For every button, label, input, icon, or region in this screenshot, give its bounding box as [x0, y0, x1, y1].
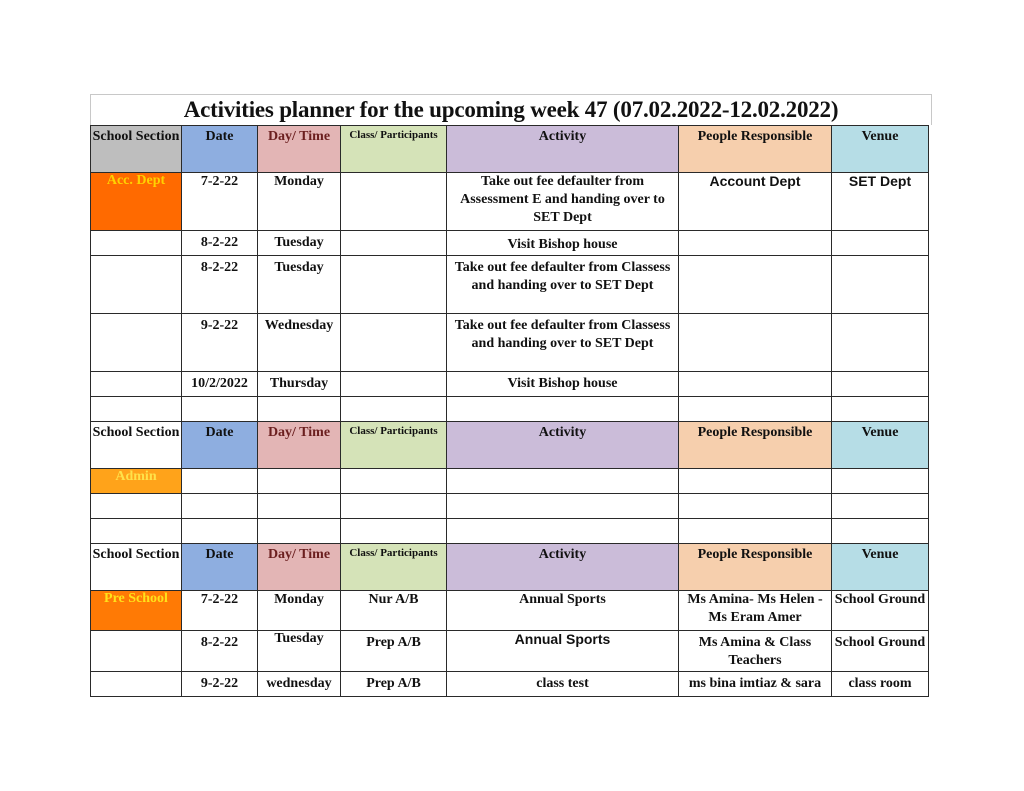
cell-date: 8-2-22	[182, 231, 258, 256]
cell-day: Monday	[258, 591, 341, 631]
header-venue: Venue	[832, 422, 929, 469]
cell-day: Monday	[258, 173, 341, 231]
header-row	[91, 126, 929, 173]
header-activity: Activity	[447, 422, 679, 469]
header-row	[91, 544, 929, 591]
cell-venue	[832, 372, 929, 397]
cell-section	[91, 314, 182, 372]
cell-date: 8-2-22	[182, 256, 258, 314]
cell-people: Account Dept	[679, 173, 832, 231]
cell-class: Prep A/B	[341, 672, 447, 697]
cell-people: ms bina imtiaz & sara	[679, 672, 832, 697]
section-label-pre-school: Pre School	[91, 591, 182, 631]
header-people-responsible: People Responsible	[679, 422, 832, 469]
header-class-participants: Class/ Participants	[341, 544, 447, 591]
header-day-time: Day/ Time	[258, 126, 341, 173]
cell-class	[341, 256, 447, 314]
cell-class: Prep A/B	[341, 631, 447, 672]
cell-venue: class room	[832, 672, 929, 697]
cell-class	[341, 231, 447, 256]
cell-section	[91, 672, 182, 697]
cell-venue	[832, 314, 929, 372]
cell-date: 7-2-22	[182, 591, 258, 631]
header-school-section: School Section	[91, 126, 182, 173]
header-class-participants: Class/ Participants	[341, 422, 447, 469]
cell-date: 8-2-22	[182, 631, 258, 672]
cell-activity: Visit Bishop house	[447, 231, 679, 256]
cell-section	[91, 372, 182, 397]
empty-row	[91, 494, 929, 519]
section-label-admin: Admin	[91, 469, 182, 494]
cell-activity: Visit Bishop house	[447, 372, 679, 397]
table-row	[91, 372, 929, 397]
cell-day: Tuesday	[258, 231, 341, 256]
header-date: Date	[182, 422, 258, 469]
header-date: Date	[182, 544, 258, 591]
table-row	[91, 469, 929, 494]
cell-day: Tuesday	[258, 631, 341, 672]
cell-activity: Take out fee defaulter from Assessment E and handing over to SET Dept	[447, 173, 679, 231]
cell-activity: class test	[447, 672, 679, 697]
cell-venue	[832, 256, 929, 314]
page-title: Activities planner for the upcoming week 47 (07.02.2022-12.02.2022)	[90, 94, 932, 125]
table-row	[91, 314, 929, 372]
cell-venue: School Ground	[832, 591, 929, 631]
cell-people	[679, 372, 832, 397]
header-activity: Activity	[447, 544, 679, 591]
empty-row	[91, 397, 929, 422]
cell-date: 7-2-22	[182, 173, 258, 231]
cell-class	[341, 173, 447, 231]
header-venue: Venue	[832, 126, 929, 173]
header-school-section: School Section	[91, 544, 182, 591]
cell-section	[91, 231, 182, 256]
cell-date: 9-2-22	[182, 314, 258, 372]
header-class-participants: Class/ Participants	[341, 126, 447, 173]
cell-section	[91, 256, 182, 314]
table-row	[91, 591, 929, 631]
header-activity: Activity	[447, 126, 679, 173]
cell-class: Nur A/B	[341, 591, 447, 631]
table-row	[91, 231, 929, 256]
cell-day: wednesday	[258, 672, 341, 697]
cell-day: Wednesday	[258, 314, 341, 372]
cell-activity: Take out fee defaulter from Classess and handing over to SET Dept	[447, 314, 679, 372]
cell-activity: Annual Sports	[447, 631, 679, 672]
header-people-responsible: People Responsible	[679, 544, 832, 591]
cell-day: Tuesday	[258, 256, 341, 314]
cell-venue: School Ground	[832, 631, 929, 672]
header-date: Date	[182, 126, 258, 173]
header-venue: Venue	[832, 544, 929, 591]
header-day-time: Day/ Time	[258, 422, 341, 469]
header-school-section: School Section	[91, 422, 182, 469]
table-row	[91, 173, 929, 231]
section-label-acc: Acc. Dept	[91, 173, 182, 231]
cell-date: 10/2/2022	[182, 372, 258, 397]
table-row	[91, 631, 929, 672]
cell-venue	[832, 231, 929, 256]
cell-people	[679, 256, 832, 314]
header-row	[91, 422, 929, 469]
cell-activity: Annual Sports	[447, 591, 679, 631]
cell-day: Thursday	[258, 372, 341, 397]
planner-table	[90, 125, 929, 697]
cell-section	[91, 631, 182, 672]
cell-class	[341, 372, 447, 397]
cell-venue: SET Dept	[832, 173, 929, 231]
cell-people: Ms Amina- Ms Helen -Ms Eram Amer	[679, 591, 832, 631]
cell-activity: Take out fee defaulter from Classess and handing over to SET Dept	[447, 256, 679, 314]
table-row	[91, 256, 929, 314]
cell-date: 9-2-22	[182, 672, 258, 697]
cell-people	[679, 231, 832, 256]
header-day-time: Day/ Time	[258, 544, 341, 591]
cell-people	[679, 314, 832, 372]
planner-sheet	[90, 94, 932, 697]
header-people-responsible: People Responsible	[679, 126, 832, 173]
table-row	[91, 672, 929, 697]
cell-class	[341, 314, 447, 372]
cell-people: Ms Amina & Class Teachers	[679, 631, 832, 672]
empty-row	[91, 519, 929, 544]
